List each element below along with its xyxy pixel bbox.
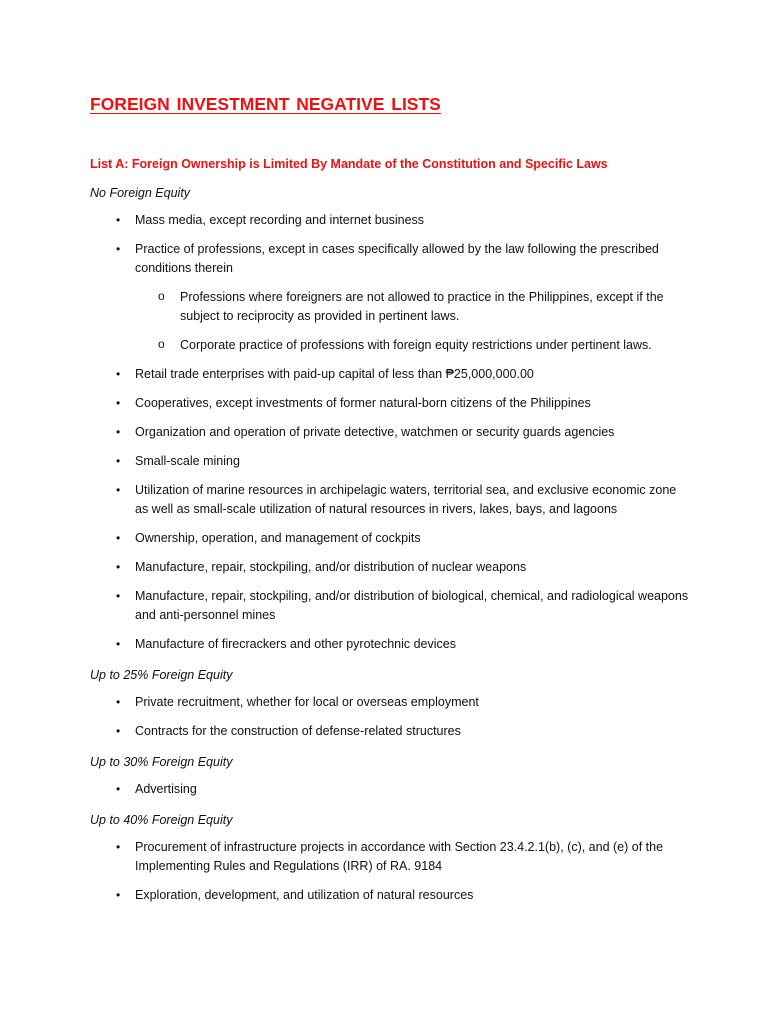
sub-bullet-list xyxy=(135,288,690,355)
bullet-list xyxy=(90,780,690,799)
bullet-icon: • xyxy=(116,589,121,603)
list-item xyxy=(90,529,690,548)
bullet-icon: • xyxy=(116,213,121,227)
list-item-text: Exploration, development, and utilization of natural resources xyxy=(135,888,474,902)
list-item-text: Procurement of infrastructure projects in accordance with Section 23.4.2.1(b), (c), and (e) of the Implementing Rules and Regulations (IRR) of RA. 9184 xyxy=(135,840,664,873)
list-item-text: Practice of professions, except in cases specifically allowed by the law following the prescribed conditions therein xyxy=(135,242,659,275)
list-item xyxy=(90,240,690,355)
list-item xyxy=(90,481,690,519)
bullet-icon: • xyxy=(116,367,121,381)
list-item-text: Small-scale mining xyxy=(135,454,240,468)
list-item xyxy=(90,587,690,625)
list-item xyxy=(90,211,690,230)
document-title: FOREIGN INVESTMENT NEGATIVE LISTS xyxy=(90,94,441,114)
section-heading: No Foreign Equity xyxy=(90,186,191,200)
bullet-icon: • xyxy=(116,695,121,709)
list-item-text: Manufacture, repair, stockpiling, and/or distribution of nuclear weapons xyxy=(135,560,527,574)
section-heading: Up to 30% Foreign Equity xyxy=(90,755,233,769)
bullet-icon: • xyxy=(116,483,121,497)
bullet-icon: • xyxy=(116,531,121,545)
bullet-icon: • xyxy=(116,724,121,738)
sections-container xyxy=(90,185,690,905)
bullet-icon: • xyxy=(116,242,121,256)
sub-list-item-text: Professions where foreigners are not allowed to practice in the Philippines, except if the subject to reciprocity as provided in pertinent laws. xyxy=(180,290,664,323)
bullet-icon: • xyxy=(116,425,121,439)
section-heading: Up to 25% Foreign Equity xyxy=(90,668,233,682)
bullet-list xyxy=(90,838,690,905)
sub-bullet-icon: o xyxy=(158,289,165,303)
list-item-text: Manufacture of firecrackers and other pyrotechnic devices xyxy=(135,637,456,651)
bullet-icon: • xyxy=(116,840,121,854)
sub-bullet-icon: o xyxy=(158,337,165,351)
bullet-icon: • xyxy=(116,637,121,651)
list-item-text: Organization and operation of private detective, watchmen or security guards agencies xyxy=(135,425,615,439)
list-item xyxy=(90,693,690,712)
list-item xyxy=(90,423,690,442)
bullet-list xyxy=(90,211,690,654)
bullet-list xyxy=(90,693,690,741)
list-a-heading: List A: Foreign Ownership is Limited By Mandate of the Constitution and Specific Laws xyxy=(90,157,608,171)
list-item-text: Contracts for the construction of defense-related structures xyxy=(135,724,461,738)
bullet-icon: • xyxy=(116,560,121,574)
document-page xyxy=(90,93,690,905)
bullet-icon: • xyxy=(116,888,121,902)
sub-list-item-text: Corporate practice of professions with foreign equity restrictions under pertinent laws. xyxy=(180,338,652,352)
list-item xyxy=(90,722,690,741)
list-item-text: Cooperatives, except investments of former natural-born citizens of the Philippines xyxy=(135,396,591,410)
list-item-text: Advertising xyxy=(135,782,197,796)
bullet-icon: • xyxy=(116,782,121,796)
sub-list-item xyxy=(135,288,690,326)
list-item xyxy=(90,838,690,876)
list-item-text: Ownership, operation, and management of cockpits xyxy=(135,531,421,545)
bullet-icon: • xyxy=(116,454,121,468)
list-item-text: Manufacture, repair, stockpiling, and/or distribution of biological, chemical, and radiological weapons and anti-personnel mines xyxy=(135,589,689,622)
list-item-text: Retail trade enterprises with paid-up capital of less than ₱25,000,000.00 xyxy=(135,367,534,381)
list-item xyxy=(90,635,690,654)
list-item-text: Utilization of marine resources in archipelagic waters, territorial sea, and exclusive economic zone as well as small-scale utilization of natural resources in rivers, lakes, bays, and lagoons xyxy=(135,483,677,516)
list-item xyxy=(90,394,690,413)
bullet-icon: • xyxy=(116,396,121,410)
list-item xyxy=(90,452,690,471)
list-item xyxy=(90,558,690,577)
list-item xyxy=(90,365,690,384)
section-heading: Up to 40% Foreign Equity xyxy=(90,813,233,827)
list-item-text: Mass media, except recording and internet business xyxy=(135,213,425,227)
list-item xyxy=(90,886,690,905)
list-item xyxy=(90,780,690,799)
sub-list-item xyxy=(135,336,690,355)
list-item-text: Private recruitment, whether for local or overseas employment xyxy=(135,695,479,709)
